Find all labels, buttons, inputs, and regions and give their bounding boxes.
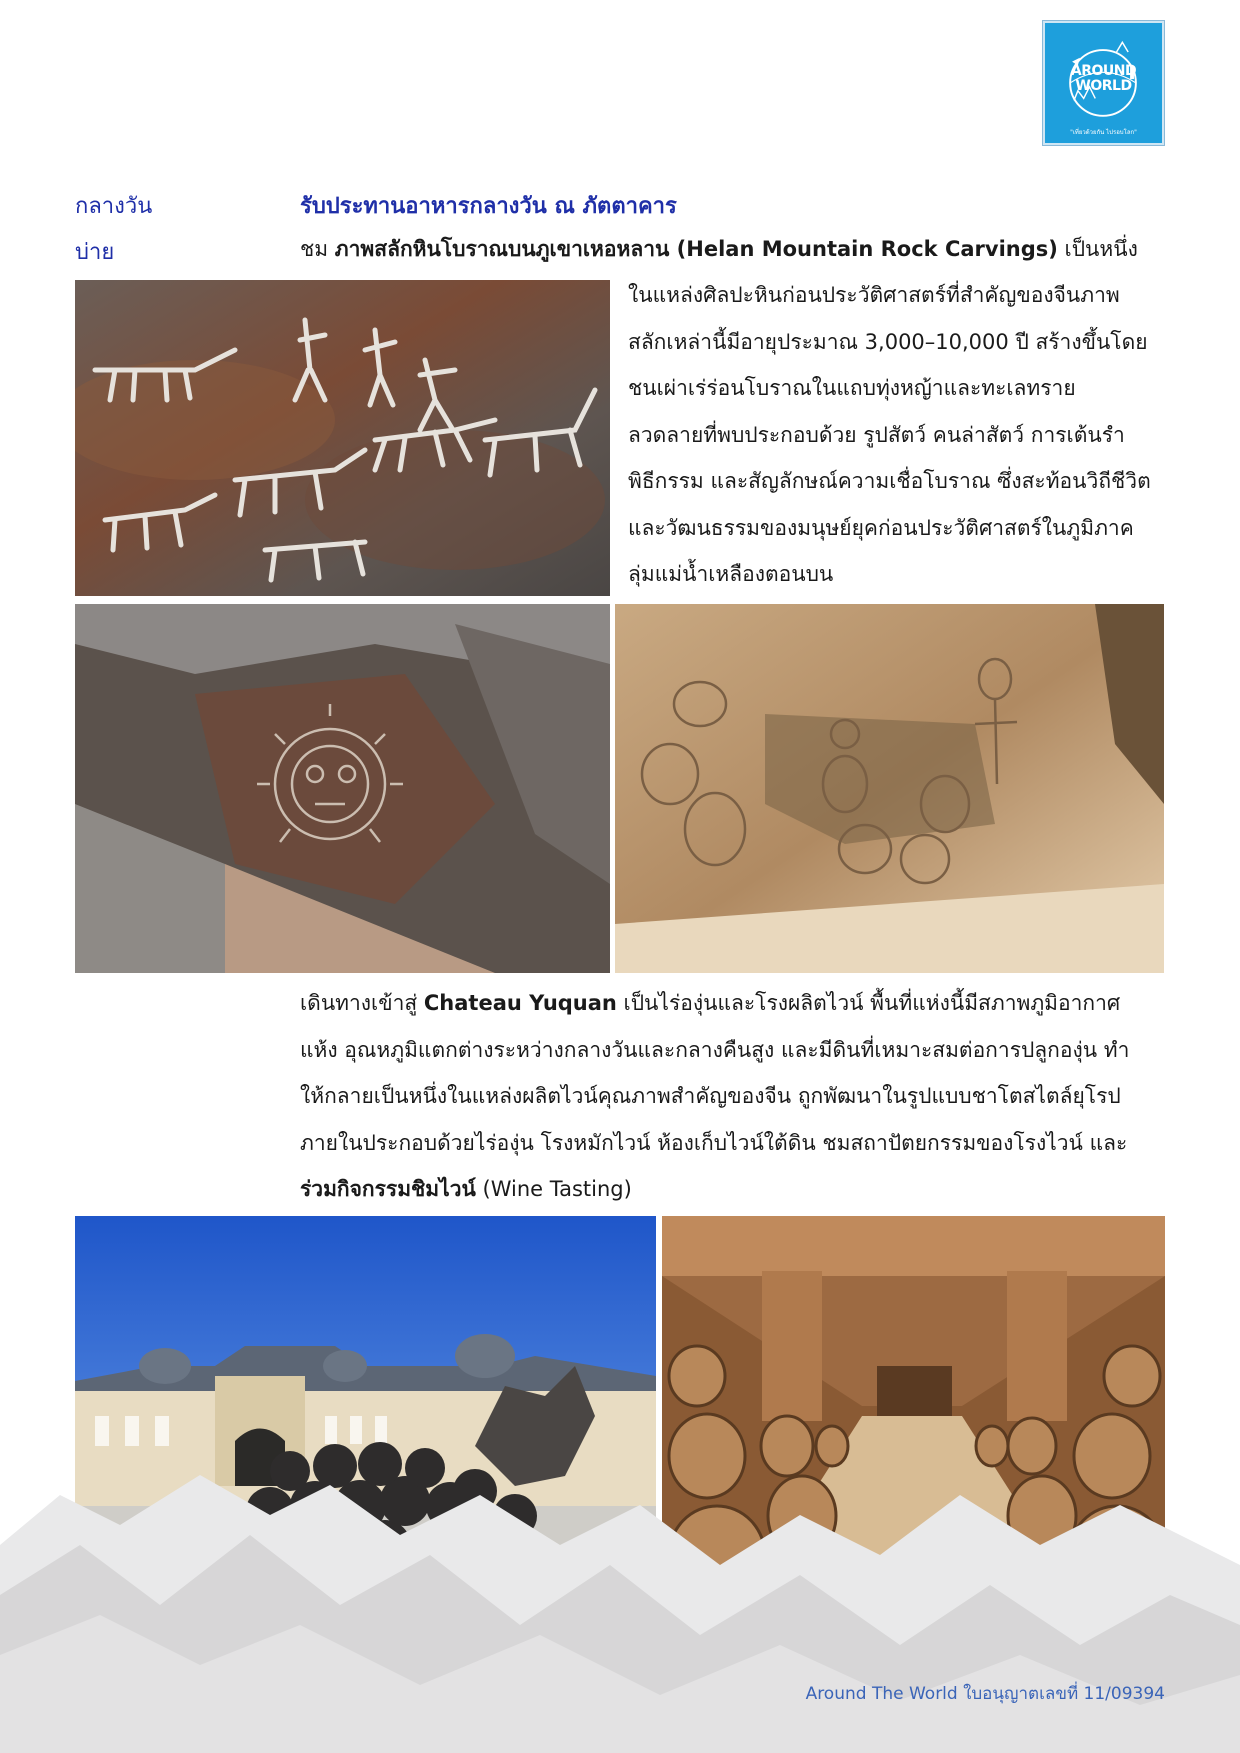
rock-sun-face-photo xyxy=(75,604,610,973)
wine-tasting-activity: ร่วมกิจกรรมชิมไวน์ xyxy=(300,1177,476,1201)
afternoon-time-label: บ่าย xyxy=(75,240,115,265)
rock-carving-animals-photo xyxy=(75,280,610,596)
lunch-heading: รับประทานอาหารกลางวัน ณ ภัตตาคาร xyxy=(300,194,677,219)
footer-license: Around The World ใบอนุญาตเลขที่ 11/09394 xyxy=(805,1684,1165,1704)
rock-carvings-description: ในแหล่งศิลปะหินก่อนประวัติศาสตร์ที่สำคัญของจีนภาพ สลักเหล่านี้มีอายุประมาณ 3,000–10,000 ปี สร้างขึ้นโดย ชนเผ่าเร่ร่อนโบราณในแถบทุ่งหญ้าและทะเลทราย ลวดลายที่พบประกอบด้วย รูปสัตว์ คนล่าสัตว์ การเต้นรำ พิธีกรรม และสัญลักษณ์ความเชื่อโบราณ ซึ่งสะท้อนวิถีชีวิต และวัฒนธรรมของมนุษย์ยุคก่อนประวัติศาสตร์ในภูมิภาค ลุ่มแม่น้ำเหลืองตอนบน xyxy=(628,283,1151,586)
mountain-background xyxy=(0,1455,1240,1753)
rock-carvings-title: ภาพสลักหินโบราณบนภูเขาเหอหลาน (Helan Mountain Rock Carvings) xyxy=(334,237,1058,261)
company-logo xyxy=(1043,21,1164,145)
chateau-name: Chateau Yuquan xyxy=(423,991,617,1015)
noon-time-label: กลางวัน xyxy=(75,194,153,219)
logo-tagline: "เที่ยวด้วยกัน ไปรอบโลก" xyxy=(1070,129,1137,136)
rock-masks-photo xyxy=(615,604,1164,973)
rock-carvings-intro: ชม ภาพสลักหินโบราณบนภูเขาเหอหลาน (Helan Mountain Rock Carvings) เป็นหนึ่ง xyxy=(300,237,1138,261)
chateau-description: เดินทางเข้าสู่ Chateau Yuquan เป็นไร่องุ่นและโรงผลิตไวน์ พื้นที่แห่งนี้มีสภาพภูมิอากาศ แห้ง อุณหภูมิแตกต่างระหว่างกลางวันและกลางคืนสูง และมีดินที่เหมาะสมต่อการปลูกองุ่น ทำ ให้กลายเป็นหนึ่งในแหล่งผลิตไวน์คุณภาพสำคัญของจีน ถูกพัฒนาในรูปแบบชาโตสไตล์ยุโรป ภายในประกอบด้วยไร่องุ่น โรงหมักไวน์ ห้องเก็บไวน์ใต้ดิน ชมสถาปัตยกรรมของโรงไวน์ และ ร่วมกิจกรรมชิมไวน์ (Wine Tasting) xyxy=(300,991,1130,1201)
logo-wordmark: AROUND WORLD xyxy=(1070,63,1137,94)
